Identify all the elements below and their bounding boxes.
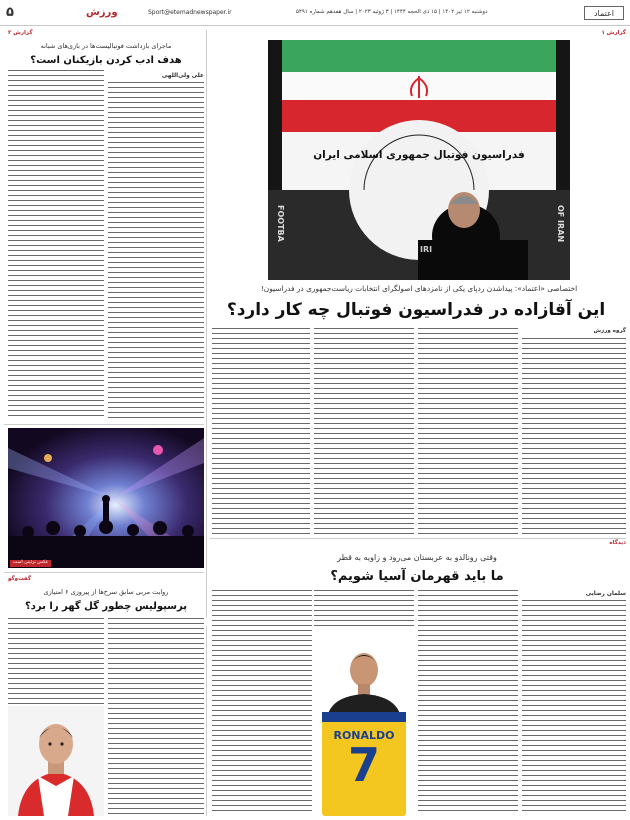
column-divider xyxy=(206,30,207,618)
story-tag: گفت‌وگو xyxy=(8,576,32,582)
page-number: ۵ xyxy=(6,5,14,20)
section-divider xyxy=(210,538,626,539)
story-headline: هدف ادب کردن بازیکنان است؟ xyxy=(30,55,182,66)
story-headline: پرسپولیس چطور گل گهر را برد؟ xyxy=(25,601,187,612)
photo-caption: عکس تزئینی است xyxy=(10,560,51,567)
story-tag: گزارش ۲ xyxy=(8,30,33,36)
newspaper-logo: اعتماد xyxy=(584,6,624,20)
section-title: ورزش xyxy=(86,7,118,18)
coach-portrait xyxy=(8,706,104,816)
column-divider xyxy=(206,626,207,816)
article-text-column xyxy=(314,328,414,534)
story-kicker: وقتی رونالدو به عربستان می‌رود و زاویه به قطر xyxy=(337,553,497,562)
section-email: Sport@etemadnewspaper.ir xyxy=(148,9,232,16)
story-headline: این آقازاده در فدراسیون فوتبال چه کار دارد؟ xyxy=(226,300,606,320)
story-author: سلمان رضایی xyxy=(585,591,626,597)
shirt-name: RONALDO xyxy=(333,729,395,742)
article-text-column xyxy=(8,70,104,418)
story-tag: دیدگاه xyxy=(609,540,626,546)
article-text-column xyxy=(522,600,626,814)
shirt-number: 7 xyxy=(347,738,380,792)
article-text-column xyxy=(418,590,518,814)
story-kicker: روایت مربی سابق سرخ‌ها از پیروزی ۶ امتیازی xyxy=(43,588,169,596)
article-text-column xyxy=(212,328,310,534)
concert-photo-illustration xyxy=(8,428,204,568)
photo-logo-text: IRI xyxy=(420,245,433,254)
photo-logo-text: FOOTBA xyxy=(276,205,285,242)
story-tag: گروه ورزش xyxy=(593,328,626,334)
article-text-column xyxy=(8,618,104,704)
section-divider xyxy=(4,424,204,425)
article-text-column xyxy=(418,328,518,534)
section-divider xyxy=(4,572,204,573)
article-text-column xyxy=(108,82,204,418)
story-tag: گزارش ۱ xyxy=(601,30,626,36)
photo-banner-text: فدراسیون فوتبال جمهوری اسلامی ایران xyxy=(313,149,525,161)
article-text-column xyxy=(314,590,414,630)
article-text-column xyxy=(522,338,626,534)
concert-photo xyxy=(8,428,204,568)
article-text-column xyxy=(108,618,204,814)
photo-logo-text: OF IRAN xyxy=(556,205,565,243)
story-headline: ما باید قهرمان آسیا شویم؟ xyxy=(330,569,504,584)
story-kicker: اختصاصی «اعتماد»: پیداشدن ردپای یکی از نامزدهای اصولگرای انتخابات ریاست‌جمهوری در فدراسیون! xyxy=(260,284,578,293)
story-author: علی ولی‌اللهی xyxy=(161,73,204,79)
story-kicker: ماجرای بازداشت فوتبالیست‌ها در بازی‌های شبانه xyxy=(40,42,172,50)
dateline: دوشنبه ۱۲ تیر ۱۴۰۲ | ۱۵ ذی الحجه ۱۴۴۴ | ۳ ژوئیه ۲۰۲۳ | سال هفدهم شماره ۵۴۹۱ xyxy=(296,9,488,15)
coach-photo xyxy=(8,706,104,816)
article-text-column xyxy=(212,590,312,814)
